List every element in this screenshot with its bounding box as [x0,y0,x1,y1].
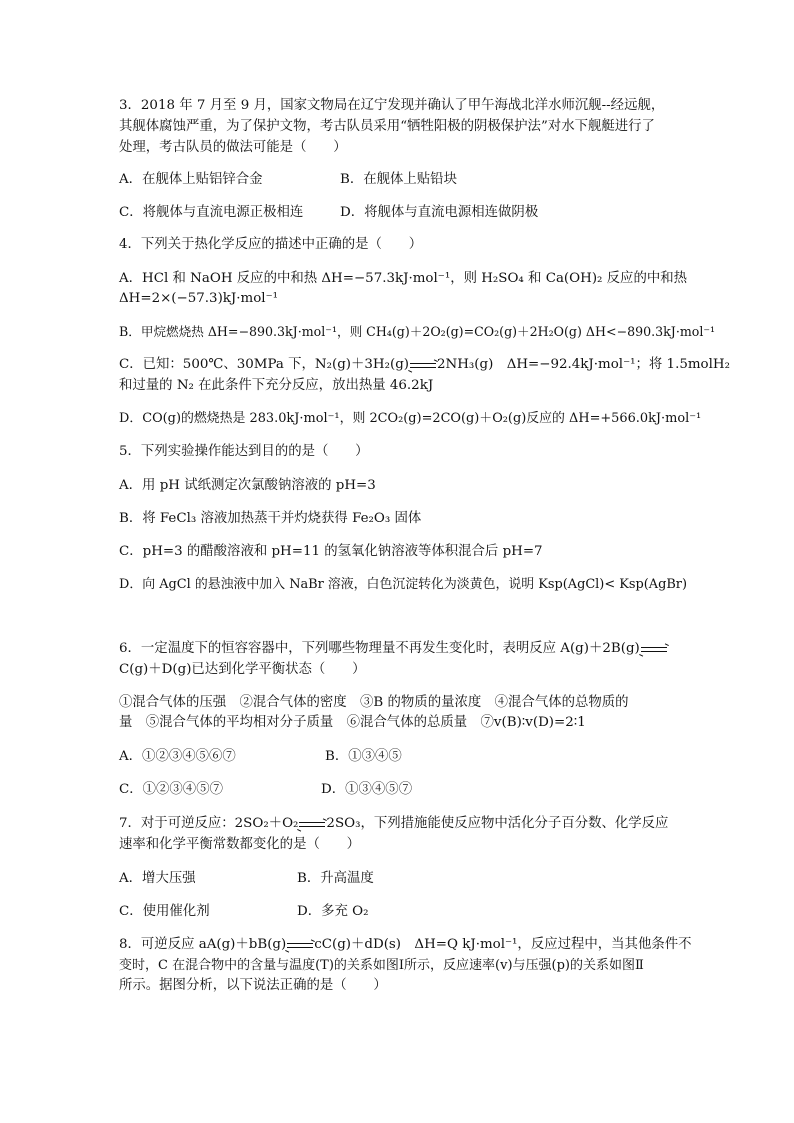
q6-option-row-2 [119,781,413,799]
q6-option-d[interactable]: D．①③④⑤⑦ [321,782,413,797]
q4-option-d[interactable]: D．CO(g)的燃烧热是 283.0kJ·mol⁻¹，则 2CO₂(g)=2CO(g)＋O₂(g)反应的 ΔH=+566.0kJ·mol⁻¹ [119,411,702,426]
q8-stem-text-b: cC(g)＋dD(s) ΔH=Q kJ·mol⁻¹，反应过程中，当其他条件不 [314,937,692,952]
q6-items-line-1: ①混合气体的压强 ②混合气体的密度 ③B 的物质的量浓度 ④混合气体的总物质的 [119,695,629,710]
q6-items-line-2: 量 ⑤混合气体的平均相对分子质量 ⑥混合气体的总质量 ⑦v(B)∶v(D)=2∶1 [119,715,586,730]
q3-option-a[interactable]: A．在舰体上贴铝锌合金 [119,172,263,187]
q4-option-a-line-2[interactable]: ΔH=2×(−57.3)kJ·mol⁻¹ [119,291,279,306]
q4-option-c-text-a: C．已知：500℃、30MPa 下，N₂(g)＋3H₂(g) [119,357,409,372]
q5-option-c[interactable]: C．pH=3 的醋酸溶液和 pH=11 的氢氧化钠溶液等体积混合后 pH=7 [119,544,543,559]
q4-option-c-text-b: 2NH₃(g) ΔH=−92.4kJ·mol⁻¹；将 1.5molH₂ [437,357,730,372]
q6-stem-line-1 [119,640,668,658]
equilibrium-arrow-icon [287,942,313,948]
q7-option-a[interactable]: A．增大压强 [119,871,196,886]
q6-option-c[interactable]: C．①②③④⑤⑦ [119,782,223,797]
q7-option-b[interactable]: B．升高温度 [297,871,374,886]
q6-option-row-1 [119,748,402,766]
q3-stem-line-1: 3．2018 年 7 月至 9 月，国家文物局在辽宁发现并确认了甲午海战北洋水师沉舰--经远舰， [119,98,665,113]
q6-stem-text: 6．一定温度下的恒容容器中，下列哪些物理量不再发生变化时，表明反应 A(g)＋2B(g) [119,641,640,656]
q6-option-a[interactable]: A．①②③④⑤⑥⑦ [119,749,236,764]
q7-stem-text-b: 2SO₃，下列措施能使反应物中活化分子百分数、化学反应 [326,816,669,831]
q3-option-c[interactable]: C．将舰体与直流电源正极相连 [119,205,304,220]
q4-option-c-line-2[interactable]: 和过量的 N₂ 在此条件下充分反应，放出热量 46.2kJ [119,378,434,393]
q7-stem-line-1 [119,815,668,833]
q8-stem-line-1 [119,936,692,954]
q6-option-b[interactable]: B．①③④⑤ [325,749,402,764]
q3-option-row-1 [119,171,457,189]
q3-option-row-2 [119,204,539,222]
q8-stem-text-a: 8．可逆反应 aA(g)＋bB(g) [119,937,287,952]
q8-stem-line-2: 变时，C 在混合物中的含量与温度(T)的关系如图Ⅰ所示，反应速率(v)与压强(p)的关系如图Ⅱ [119,958,644,973]
q7-stem-line-2: 速率和化学平衡常数都变化的是（ ） [119,837,361,852]
q8-stem-line-3: 所示。据图分析，以下说法正确的是（ ） [119,978,387,993]
q5-option-a[interactable]: A．用 pH 试纸测定次氯酸钠溶液的 pH=3 [119,478,376,493]
q3-option-d[interactable]: D．将舰体与直流电源相连做阴极 [340,205,539,220]
q4-stem: 4．下列关于热化学反应的描述中正确的是（ ） [119,237,423,252]
q4-option-a-line-1[interactable]: A．HCl 和 NaOH 反应的中和热 ΔH=−57.3kJ·mol⁻¹，则 H₂SO₄ 和 Ca(OH)₂ 反应的中和热 [119,271,688,286]
q5-stem: 5．下列实验操作能达到目的的是（ ） [119,444,369,459]
q5-option-b[interactable]: B．将 FeCl₃ 溶液加热蒸干并灼烧获得 Fe₂O₃ 固体 [119,511,422,526]
q3-stem-line-3: 处理，考古队员的做法可能是（ ） [119,140,347,155]
q3-option-b[interactable]: B．在舰体上贴铅块 [340,172,457,187]
q7-option-row-1 [119,870,374,888]
q7-stem-text-a: 7．对于可逆反应：2SO₂＋O₂ [119,816,299,831]
equilibrium-arrow-icon [299,821,325,827]
q7-option-d[interactable]: D．多充 O₂ [297,904,369,919]
q5-option-d[interactable]: D．向 AgCl 的悬浊液中加入 NaBr 溶液，白色沉淀转化为淡黄色，说明 Ksp(AgCl)< Ksp(AgBr) [119,577,687,592]
q4-option-c-line-1[interactable] [119,356,730,374]
q4-option-b[interactable]: B．甲烷燃烧热 ΔH=−890.3kJ·mol⁻¹，则 CH₄(g)＋2O₂(g)=CO₂(g)＋2H₂O(g) ΔH<−890.3kJ·mol⁻¹ [119,324,716,339]
equilibrium-arrow-icon [410,362,436,368]
q7-option-row-2 [119,903,369,921]
q6-stem-line-2: C(g)＋D(g)已达到化学平衡状态（ ） [119,662,366,677]
equilibrium-arrow-icon [641,646,667,652]
q7-option-c[interactable]: C．使用催化剂 [119,904,210,919]
q3-stem-line-2: 其舰体腐蚀严重，为了保护文物，考古队员采用“牺牲阳极的阴极保护法”对水下舰艇进行了 [119,119,655,134]
